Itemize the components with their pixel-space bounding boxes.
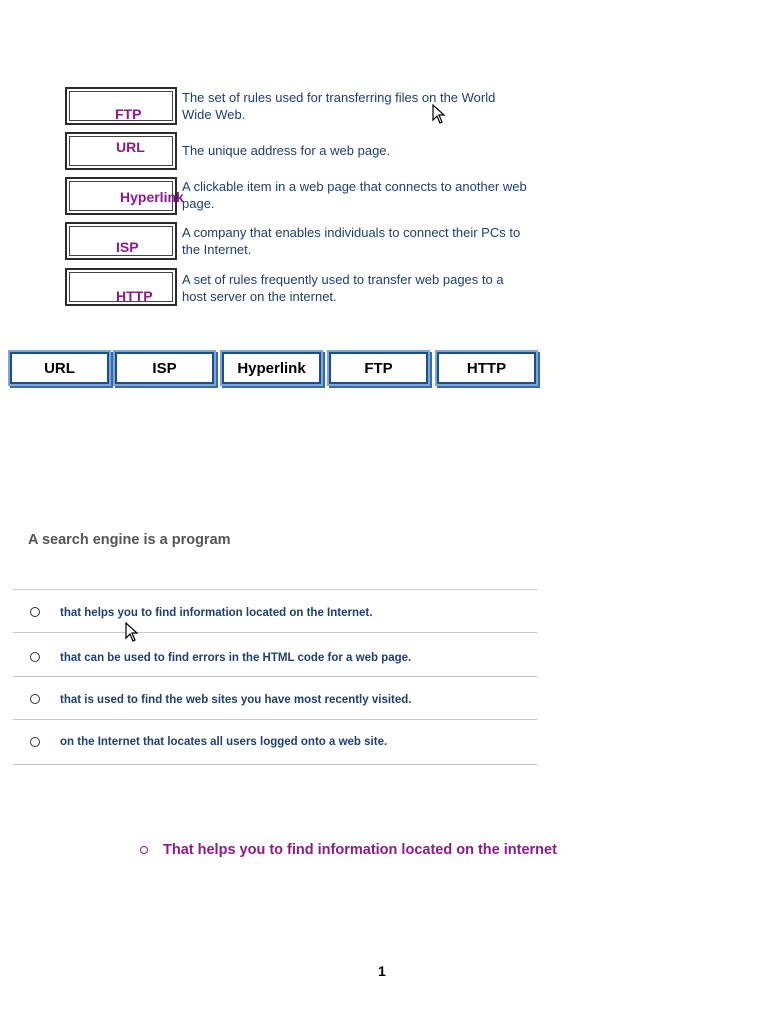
match-definition-ftp: The set of rules used for transferring files on the World Wide Web.: [182, 90, 496, 122]
match-term-url: URL: [116, 139, 145, 155]
choice-button-url[interactable]: URL: [10, 352, 109, 384]
divider: [13, 764, 537, 765]
match-row-isp: [65, 222, 545, 260]
option-row-2[interactable]: [13, 633, 537, 675]
mouse-cursor-icon: [432, 104, 446, 124]
option-row-3[interactable]: [13, 677, 537, 719]
match-term-http: HTTP: [116, 288, 153, 304]
option-text: that is used to find the web sites you have most recently visited.: [60, 694, 412, 706]
option-text: that helps you to find information located on the Internet.: [60, 607, 373, 619]
choice-button-hyperlink[interactable]: Hyperlink: [222, 352, 321, 384]
match-row-ftp: [65, 86, 545, 124]
match-row-http: [65, 268, 545, 306]
match-definition-hyperlink: A clickable item in a web page that connects to another web page.: [182, 179, 527, 211]
match-term-ftp: FTP: [115, 106, 142, 122]
match-definition-url: The unique address for a web page.: [182, 143, 391, 158]
match-row-hyperlink: [65, 177, 545, 215]
mouse-cursor-icon: [125, 622, 139, 642]
choice-button-http[interactable]: HTTP: [437, 352, 536, 384]
choice-button-isp[interactable]: ISP: [115, 352, 214, 384]
match-term-hyperlink: Hyperlink: [120, 189, 184, 205]
option-text: that can be used to find errors in the HTML code for a web page.: [60, 652, 412, 664]
radio-button[interactable]: [30, 607, 40, 617]
option-row-4[interactable]: [13, 720, 537, 762]
option-text: on the Internet that locates all users logged onto a web site.: [60, 736, 388, 748]
radio-button[interactable]: [30, 737, 40, 747]
question-prompt: A search engine is a program: [28, 532, 231, 548]
choice-button-ftp[interactable]: FTP: [329, 352, 428, 384]
answer-text: That helps you to find information located on the internet: [163, 842, 557, 858]
match-definition-http: A set of rules frequently used to transfer web pages to a host server on the internet.: [182, 272, 504, 304]
radio-button[interactable]: [30, 652, 40, 662]
option-row-1[interactable]: [13, 590, 537, 632]
bullet-icon: [140, 846, 148, 854]
page-number: 1: [378, 963, 386, 979]
radio-button[interactable]: [30, 694, 40, 704]
match-definition-isp: A company that enables individuals to connect their PCs to the Internet.: [182, 225, 521, 257]
match-row-url: [65, 132, 545, 170]
match-term-isp: ISP: [116, 239, 139, 255]
